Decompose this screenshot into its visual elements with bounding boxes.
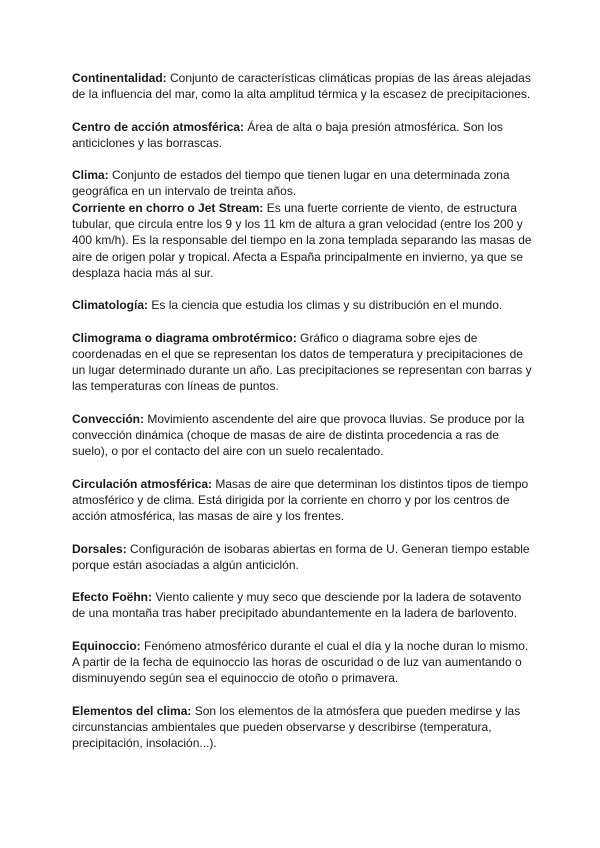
glossary-term: Corriente en chorro o Jet Stream: [72,200,264,215]
glossary-term: Clima: [72,168,109,183]
glossary-term: Circulación atmosférica: [72,476,213,491]
glossary-definition: Conjunto de características climáticas propias de las áreas alejadas de la influencia del mar, como la alta amplitud térmica y la escasez de precipitaciones. [72,71,531,102]
glossary-entry-corriente-en-chorro [72,200,534,281]
glossary-definition: Masas de aire que determinan los distintos tipos de tiempo atmosférico y de clima. Está dirigida por la corriente en chorro y por los centros de acción atmosférica, las masas de aire y los frentes. [72,476,529,524]
glossary-term: Climatología: [72,298,149,313]
document-page [72,70,534,768]
glossary-entry-circulacion-atmosferica [72,476,534,525]
glossary-term: Climograma o diagrama ombrotérmico: [72,330,297,345]
glossary-definition: Configuración de isobaras abiertas en forma de U. Generan tiempo estable porque están asociadas a algún anticiclón. [72,541,530,572]
glossary-term: Convección: [72,411,145,426]
glossary-definition: Movimiento ascendente del aire que provoca lluvias. Se produce por la convección dinámica (choque de masas de aire de distinta procedencia a ras de suelo), o por el contacto del aire con un suelo recalentado. [72,411,525,459]
glossary-definition: Es la ciencia que estudia los climas y su distribución en el mundo. [148,298,503,313]
glossary-entry-clima [72,167,534,200]
glossary-term: Efecto Foëhn: [72,590,152,605]
glossary-definition: Es una fuerte corriente de viento, de estructura tubular, que circula entre los 9 y los 11 km de altura a gran velocidad (entre los 200 y 400 km/h). Es la responsable del tiempo en la zona templada separando las masas de aire de origen polar y tropical. Afecta a España principalmente en invierno, ya que se desplaza hacia más al sur. [72,200,532,280]
glossary-definition: Conjunto de estados del tiempo que tienen lugar en una determinada zona geográfica en un intervalo de treinta años. [72,168,510,199]
glossary-definition: Gráfico o diagrama sobre ejes de coordenadas en el que se representan los datos de temperatura y precipitaciones de un lugar determinado durante un año. Las precipitaciones se representan con barras y las temperaturas con líneas de puntos. [72,330,532,394]
glossary-definition: Área de alta o baja presión atmosférica. Son los anticiclones y las borrascas. [72,119,503,150]
glossary-entry-dorsales [72,541,534,574]
glossary-term: Continentalidad: [72,71,167,85]
glossary-entry-conveccion [72,411,534,460]
glossary-entry-climograma [72,330,534,395]
glossary-entry-efecto-foehn [72,589,534,622]
glossary-entry-centro-de-accion [72,119,534,152]
glossary-term: Elementos del clima: [72,703,192,718]
glossary-entry-elementos-del-clima [72,703,534,752]
glossary-term: Dorsales: [72,541,127,556]
glossary-entry-equinoccio [72,638,534,687]
glossary-entry-continentalidad [72,70,534,103]
glossary-definition: Viento caliente y muy seco que desciende por la ladera de sotavento de una montaña tras haber precipitado abundantemente en la ladera de barlovento. [72,590,522,621]
glossary-definition: Fenómeno atmosférico durante el cual el día y la noche duran lo mismo. A partir de la fecha de equinoccio las horas de oscuridad o de luz van aumentando o disminuyendo según sea el equinoccio de otoño o primavera. [72,638,529,686]
glossary-definition: Son los elementos de la atmósfera que pueden medirse y las circunstancias ambientales que pueden observarse y describirse (temperatura, precipitación, insolación...). [72,703,521,751]
glossary-term: Equinoccio: [72,638,141,653]
glossary-entry-climatologia [72,297,534,313]
glossary-term: Centro de acción atmosférica: [72,119,245,134]
